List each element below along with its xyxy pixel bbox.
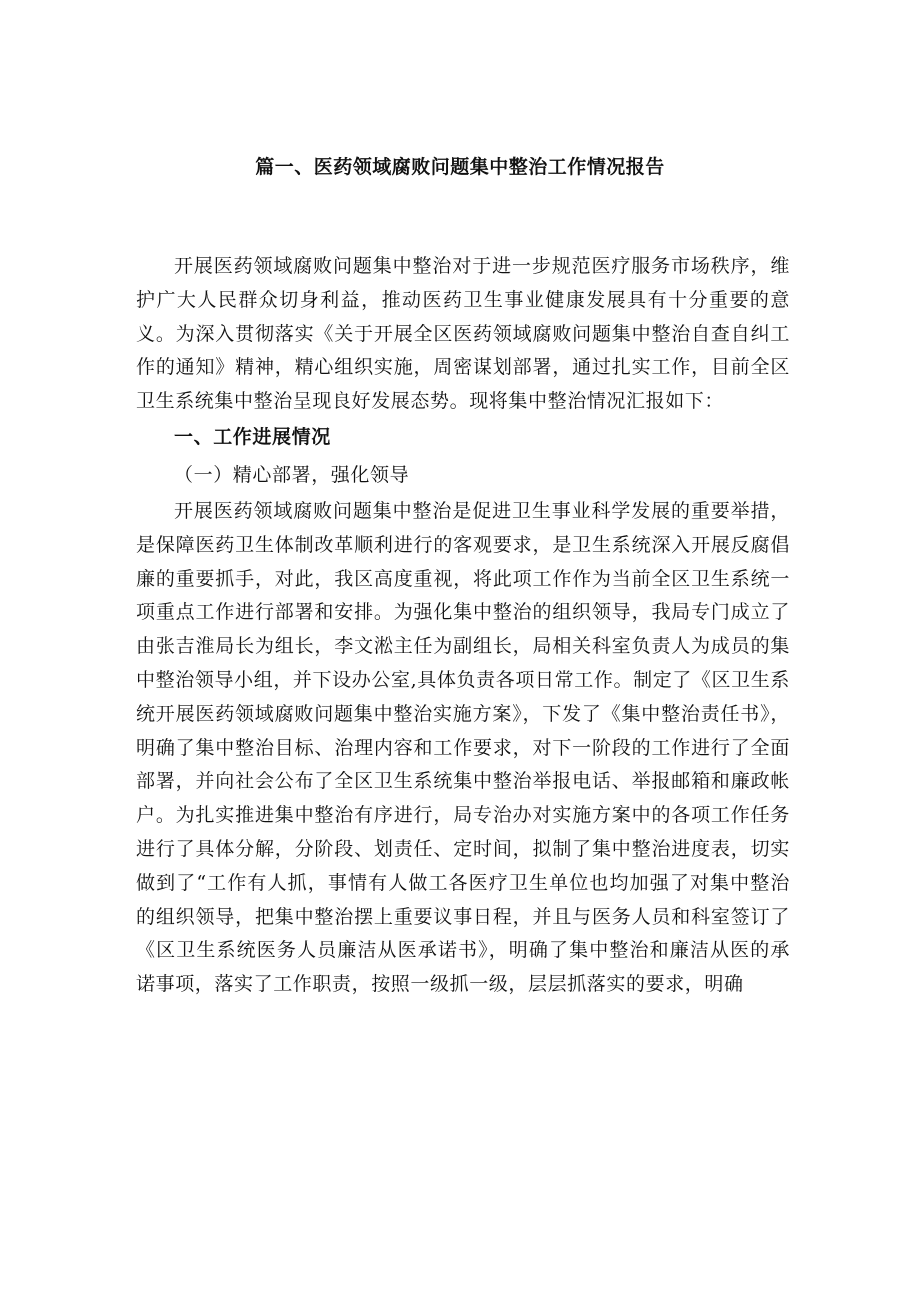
- intro-paragraph: 开展医药领域腐败问题集中整治对于进一步规范医疗服务市场秩序，维护广大人民群众切身利益，推动医药卫生事业健康发展具有十分重要的意义。为深入贯彻落实《关于开展全区医药领域腐败问题集中整治自查自纠工作的通知》精神，精心组织实施，周密谋划部署，通过扎实工作，目前全区卫生系统集中整治呈现良好发展态势。现将集中整治情况汇报如下：: [136, 255, 790, 413]
- subsection-heading: （一）精心部署，强化领导: [174, 463, 410, 486]
- document-title: 篇一、医药领域腐败问题集中整治工作情况报告: [255, 156, 665, 178]
- section-heading: 一、工作进展情况: [174, 425, 331, 448]
- document-body: [136, 250, 790, 1002]
- body-paragraph: 开展医药领域腐败问题集中整治是促进卫生事业科学发展的重要举措，是保障医药卫生体制改革顺利进行的客观要求，是卫生系统深入开展反腐倡廉的重要抓手，对此，我区高度重视，将此项工作作为当前全区卫生系统一项重点工作进行部署和安排。为强化集中整治的组织领导，我局专门成立了由张吉淮局长为组长，李文淞主任为副组长，局相关科室负责人为成员的集中整治领导小组，并下设办公室,具体负责各项日常工作。制定了《区卫生系统开展医药领域腐败问题集中整治实施方案》，下发了《集中整治责任书》，明确了集中整治目标、治理内容和工作要求，对下一阶段的工作进行了全面部署，并向社会公布了全区卫生系统集中整治举报电话、举报邮箱和廉政帐户。为扎实推进集中整治有序进行，局专治办对实施方案中的各项工作任务进行了具体分解，分阶段、划责任、定时间，拟制了集中整治进度表，切实做到了“工作有人抓，事情有人做工各医疗卫生单位也均加强了对集中整治的组织领导，把集中整治摆上重要议事日程，并且与医务人员和科室签订了《区卫生系统医务人员廉洁从医承诺书》，明确了集中整治和廉洁从医的承诺事项，落实了工作职责，按照一级抓一级，层层抓落实的要求，明确: [136, 499, 790, 996]
